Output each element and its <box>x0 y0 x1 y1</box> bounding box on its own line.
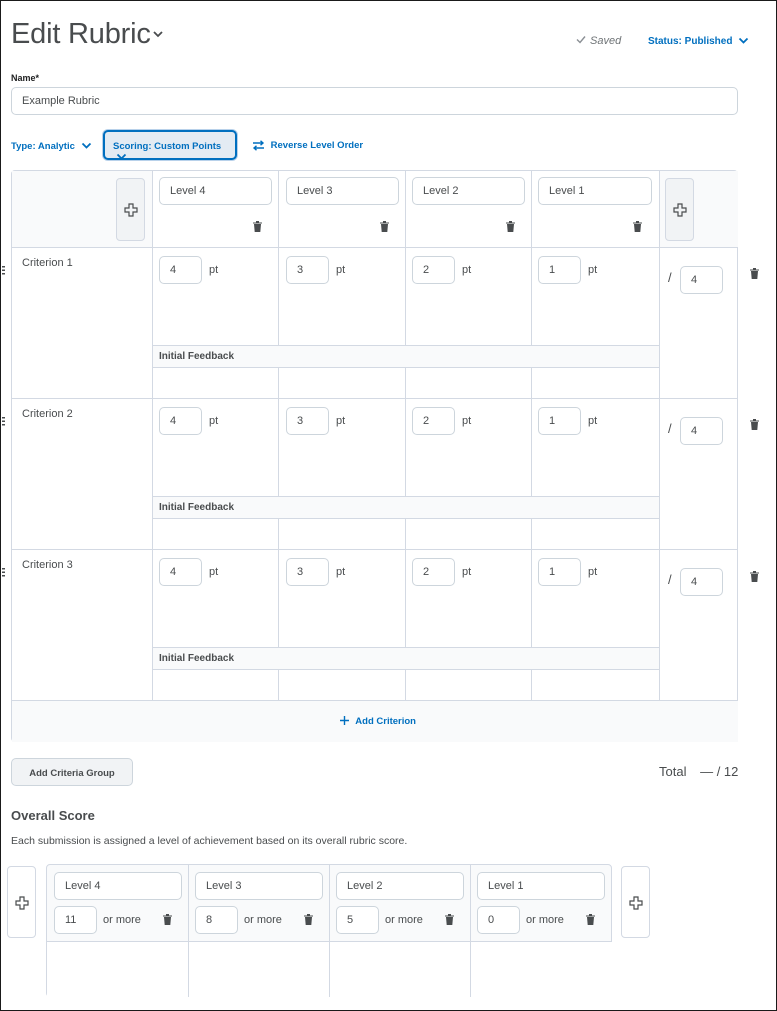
delete-criterion-trash-icon[interactable] <box>750 571 759 582</box>
overall-level-name-input[interactable]: Level 3 <box>195 872 323 900</box>
scoring-label <box>113 141 235 163</box>
type-label: Type: Analytic <box>11 141 75 152</box>
delete-level-trash-icon[interactable] <box>380 221 389 232</box>
points-input[interactable]: 1 <box>538 256 581 284</box>
or-more-label: or more <box>526 914 564 926</box>
total-value: — / 12 <box>700 764 739 779</box>
out-of-slash: / <box>668 270 672 285</box>
overall-score-title: Overall Score <box>11 808 95 823</box>
level-name-input[interactable]: Level 3 <box>286 177 399 205</box>
points-unit: pt <box>588 264 598 276</box>
feedback-label: Initial Feedback <box>159 502 235 513</box>
scoring-text: Scoring: Custom Points <box>113 141 222 152</box>
or-more-label: or more <box>103 914 141 926</box>
total-label: Total <box>659 764 687 779</box>
overall-level-name-input[interactable]: Level 2 <box>336 872 464 900</box>
scoring-dropdown[interactable] <box>103 130 237 160</box>
plus-icon <box>673 203 687 217</box>
saved-indicator: Saved <box>590 35 622 47</box>
type-chevron-down-icon <box>81 142 92 150</box>
criterion-name[interactable]: Criterion 3 <box>22 559 73 571</box>
feedback-label: Initial Feedback <box>159 351 235 362</box>
swap-arrows-icon <box>252 140 265 151</box>
status-label: Status: Published <box>648 36 733 47</box>
rubric-table <box>11 170 738 742</box>
delete-overall-level-trash-icon[interactable] <box>163 914 172 925</box>
delete-overall-level-trash-icon[interactable] <box>304 914 313 925</box>
delete-level-trash-icon[interactable] <box>506 221 515 232</box>
points-unit: pt <box>462 264 472 276</box>
status-dropdown[interactable] <box>648 36 749 47</box>
title-chevron-down-icon[interactable] <box>152 30 164 40</box>
overall-min-score-input[interactable]: 0 <box>477 906 520 934</box>
feedback-header <box>153 345 659 368</box>
overall-level-name-input[interactable]: Level 1 <box>477 872 605 900</box>
criterion-name[interactable]: Criterion 1 <box>22 257 73 269</box>
feedback-label: Initial Feedback <box>159 653 235 664</box>
points-input[interactable]: 2 <box>412 256 455 284</box>
plus-icon <box>629 896 643 910</box>
overall-min-score-input[interactable]: 8 <box>195 906 238 934</box>
points-unit: pt <box>209 264 219 276</box>
points-unit: pt <box>209 415 219 427</box>
add-overall-level-left-button[interactable] <box>7 866 36 938</box>
points-unit: pt <box>336 566 346 578</box>
delete-overall-level-trash-icon[interactable] <box>445 914 454 925</box>
drag-handle-icon[interactable] <box>2 417 5 426</box>
points-input[interactable]: 1 <box>538 407 581 435</box>
or-more-label: or more <box>385 914 423 926</box>
reverse-label: Reverse Level Order <box>270 140 364 152</box>
total-score <box>659 764 738 779</box>
add-level-right-button[interactable] <box>665 178 694 241</box>
points-input[interactable]: 4 <box>159 407 202 435</box>
points-unit: pt <box>588 415 598 427</box>
points-input[interactable]: 4 <box>159 256 202 284</box>
add-criterion-label: Add Criterion <box>355 716 416 727</box>
criterion-name[interactable]: Criterion 2 <box>22 408 73 420</box>
points-unit: pt <box>462 415 472 427</box>
points-input[interactable]: 3 <box>286 256 329 284</box>
delete-criterion-trash-icon[interactable] <box>750 268 759 279</box>
points-unit: pt <box>209 566 219 578</box>
delete-criterion-trash-icon[interactable] <box>750 419 759 430</box>
plus-icon <box>15 896 29 910</box>
plus-icon <box>340 716 349 725</box>
feedback-header <box>153 647 659 670</box>
points-unit: pt <box>462 566 472 578</box>
scoring-chevron-down-icon <box>116 153 127 161</box>
page-title: Edit Rubric <box>11 18 151 50</box>
points-unit: pt <box>336 264 346 276</box>
points-input[interactable]: 3 <box>286 407 329 435</box>
name-input[interactable]: Example Rubric <box>11 87 738 115</box>
level-name-input[interactable]: Level 4 <box>159 177 272 205</box>
or-more-label: or more <box>244 914 282 926</box>
saved-check-icon <box>576 35 586 44</box>
drag-handle-icon[interactable] <box>2 266 5 275</box>
points-unit: pt <box>336 415 346 427</box>
plus-icon <box>124 203 138 217</box>
reverse-level-order-button[interactable] <box>252 140 363 151</box>
points-unit: pt <box>588 566 598 578</box>
out-of-slash: / <box>668 572 672 587</box>
add-overall-level-right-button[interactable] <box>621 866 650 938</box>
max-points-input[interactable]: 4 <box>680 568 723 596</box>
overall-score-table <box>46 864 612 997</box>
add-criteria-group-button[interactable]: Add Criteria Group <box>11 758 133 786</box>
delete-level-trash-icon[interactable] <box>253 221 262 232</box>
delete-level-trash-icon[interactable] <box>633 221 642 232</box>
overall-score-description: Each submission is assigned a level of achievement based on its overall rubric score. <box>11 835 408 847</box>
points-input[interactable]: 1 <box>538 558 581 586</box>
feedback-header <box>153 496 659 519</box>
max-points-input[interactable]: 4 <box>680 266 723 294</box>
add-level-left-button[interactable] <box>116 178 145 241</box>
status-chevron-down-icon <box>738 37 749 45</box>
out-of-slash: / <box>668 421 672 436</box>
add-criterion-button[interactable] <box>340 716 416 727</box>
max-points-input[interactable]: 4 <box>680 417 723 445</box>
overall-level-name-input[interactable]: Level 4 <box>54 872 182 900</box>
overall-min-score-input[interactable]: 11 <box>54 906 97 934</box>
level-name-input[interactable]: Level 2 <box>412 177 525 205</box>
overall-min-score-input[interactable]: 5 <box>336 906 379 934</box>
type-dropdown[interactable] <box>11 141 92 152</box>
delete-overall-level-trash-icon[interactable] <box>586 914 595 925</box>
points-input[interactable]: 3 <box>286 558 329 586</box>
name-label: Name* <box>11 73 40 83</box>
drag-handle-icon[interactable] <box>2 568 5 577</box>
level-name-input[interactable]: Level 1 <box>538 177 652 205</box>
points-input[interactable]: 2 <box>412 558 455 586</box>
points-input[interactable]: 2 <box>412 407 455 435</box>
points-input[interactable]: 4 <box>159 558 202 586</box>
